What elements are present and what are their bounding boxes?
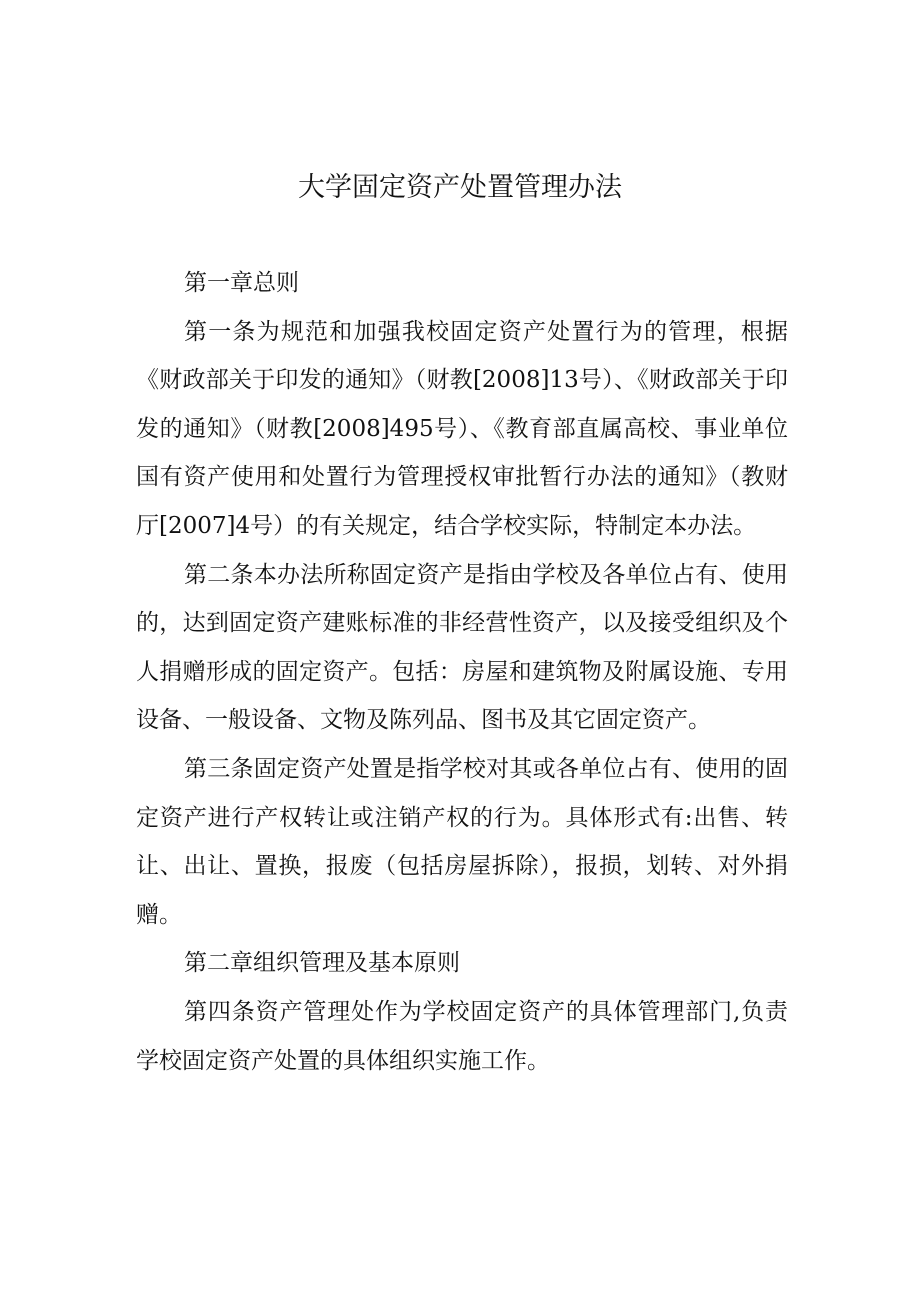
article-2: 第二条本办法所称固定资产是指由学校及各单位占有、使用的，达到固定资产建账标准的非经营性资产，以及接受组织及个人捐赠形成的固定资产。包括：房屋和建筑物及附属设施、专用设备、一般设备、文物及陈列品、图书及其它固定资产。 [136,561,788,734]
document-body [136,259,788,1085]
document-title: 大学固定资产处置管理办法 [298,172,622,203]
article-1: 第一条为规范和加强我校固定资产处置行为的管理，根据《财政部关于印发的通知》（财教[2008]13号）、《财政部关于印发的通知》（财教[2008]495号）、《教育部直属高校、事业单位国有资产使用和处置行为管理授权审批暂行办法的通知》（教财厅[2007]4号）的有关规定，结合学校实际，特制定本办法。 [136,318,788,539]
chapter-heading-2: 第二章组织管理及基本原则 [184,950,460,977]
article-4: 第四条资产管理处作为学校固定资产的具体管理部门,负责学校固定资产处置的具体组织实施工作。 [136,998,788,1074]
article-3: 第三条固定资产处置是指学校对其或各单位占有、使用的固定资产进行产权转让或注销产权的行为。具体形式有:出售、转让、出让、置换，报废（包括房屋拆除），报损，划转、对外捐赠。 [136,755,788,928]
chapter-heading-1: 第一章总则 [184,270,299,296]
